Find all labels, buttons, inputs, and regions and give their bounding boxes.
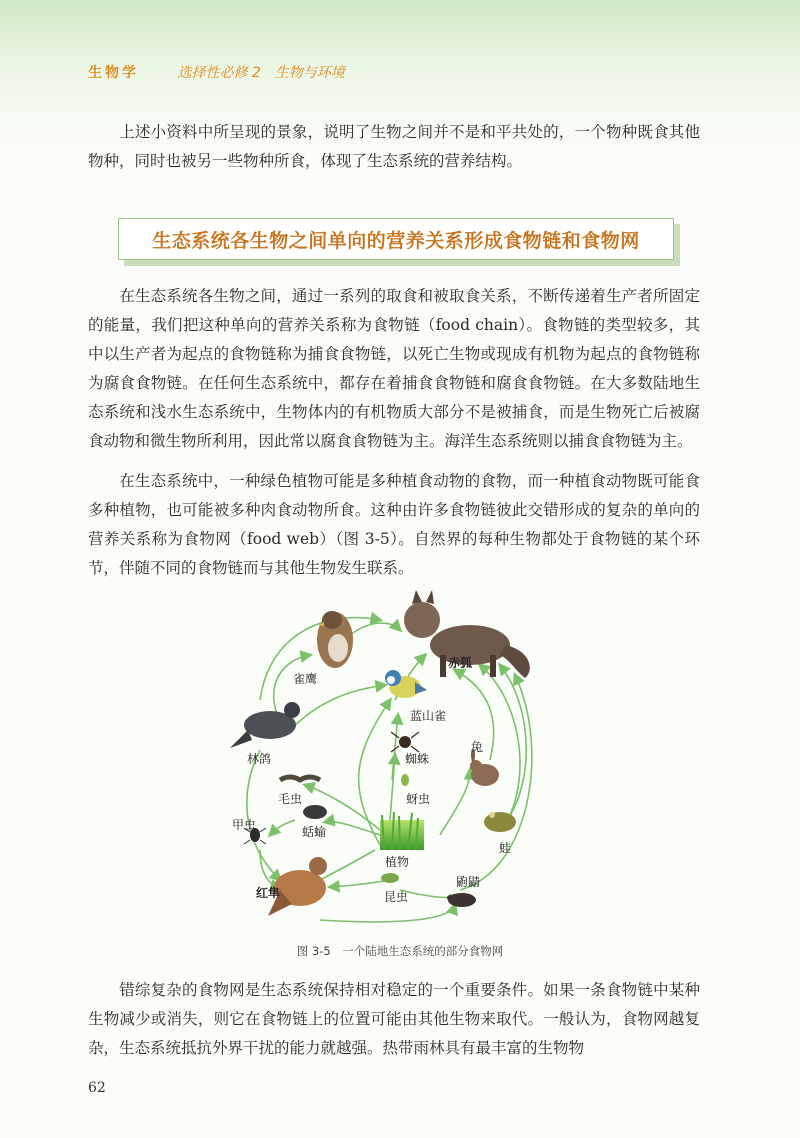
label-rabbit: 兔 [471, 740, 484, 754]
insect-image [381, 873, 399, 883]
label-blue-tit: 蓝山雀 [410, 709, 447, 723]
blue-tit-image [385, 670, 427, 698]
sparrowhawk-image [317, 611, 353, 668]
intro-text: 上述小资料中所呈现的景象，说明了生物之间并不是和平共处的，一个物种既食其他物种，同时也被另一些物种所食，体现了生态系统的营养结构。 [88, 123, 700, 170]
food-web-figure [200, 590, 600, 930]
label-fox: 赤狐 [448, 656, 473, 670]
intro-paragraph [88, 118, 700, 176]
label-kestrel: 红隼 [256, 886, 281, 900]
label-spider: 蜘蛛 [405, 752, 430, 766]
section-title: 生态系统各生物之间单向的营养关系形成食物链和食物网 [152, 229, 640, 252]
chapter-subtitle: 选择性必修 2 生物与环境 [177, 65, 345, 81]
label-centipede: 蛞蝓 [302, 825, 327, 839]
pigeon-image [230, 702, 300, 748]
label-caterpillar: 毛虫 [278, 792, 303, 806]
aphid-image [401, 774, 409, 786]
figure-caption: 图 3-5 一个陆地生态系统的部分食物网 [296, 944, 504, 958]
paragraph-stability [88, 976, 700, 1063]
plant-image [380, 812, 424, 850]
label-plant: 植物 [385, 855, 410, 869]
book-title: 生物学 [88, 65, 139, 81]
paragraph-food-chain [88, 282, 700, 456]
paragraph-2-text: 在生态系统中，一种绿色植物可能是多种植食动物的食物，而一种植食动物既可能食多种植物，也可能被多种肉食动物所食。这种由许多食物链彼此交错形成的复杂的单向的营养关系称为食物网（food web）（图 3-5）。自然界的每种生物都处于食物链的某个环节，伴随不同的食物链而与其他生物发生联系。 [88, 472, 700, 577]
page-header [88, 62, 345, 82]
paragraph-1-text: 在生态系统各生物之间，通过一系列的取食和被取食关系，不断传递着生产者所固定的能量，我们把这种单向的营养关系称为食物链（food chain）。食物链的类型较多，其中以生产者为起点的食物链称为捕食食物链，以死亡生物或现成有机物为起点的食物链称为腐食食物链。在任何生态系统中，都存在着捕食食物链和腐食食物链。在大多数陆地生态系统和浅水生态系统中，生物体内的有机物质大部分不是被捕食，而是生物死亡后被腐食动物和微生物所利用，因此常以腐食食物链为主。海洋生态系统则以捕食食物链为主。 [88, 287, 700, 450]
paragraph-food-web [88, 467, 700, 583]
label-frog: 蛙 [499, 841, 512, 855]
label-pigeon: 林鸽 [247, 752, 272, 766]
label-shrew: 鼩鼱 [456, 875, 481, 889]
label-beetle: 甲虫 [232, 818, 257, 832]
caterpillar-image [280, 777, 320, 780]
centipede-image [303, 805, 327, 819]
label-aphid: 蚜虫 [406, 792, 431, 806]
paragraph-3-text: 错综复杂的食物网是生态系统保持相对稳定的一个重要条件。如果一条食物链中某种生物减少或消失，则它在食物链上的位置可能由其他生物来取代。一般认为，食物网越复杂，生态系统抵抗外界干扰的能力就越强。热带雨林具有最丰富的生物物 [88, 981, 700, 1057]
shrew-image [447, 893, 476, 907]
frog-image [484, 812, 516, 832]
label-sparrowhawk: 雀鹰 [293, 672, 318, 686]
label-insect: 昆虫 [384, 890, 409, 904]
section-title-box [118, 218, 674, 260]
page-number: 62 [88, 1080, 106, 1096]
